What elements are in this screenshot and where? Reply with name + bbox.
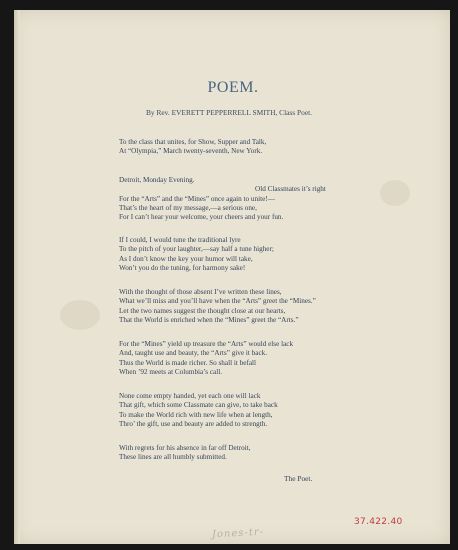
poem-title: POEM. — [207, 79, 259, 96]
poem-byline: By Rev. EVERETT PEPPERRELL SMITH, Class Poet. — [145, 108, 313, 117]
poem-line: That’s the heart of my message,—a serious one, — [119, 203, 257, 212]
stanza — [119, 138, 419, 157]
poem-line: To the pitch of your laughter,—say half a tune higher; — [119, 245, 274, 254]
poem-line: For I can’t hear your welcome, your cheers and your fun. — [119, 213, 284, 222]
poem-line: When ’92 meets at Columbia’s call. — [119, 367, 222, 376]
poem-line: These lines are all humbly submitted. — [119, 453, 227, 462]
poem-line: Thro’ the gift, use and beauty are added to strength. — [119, 419, 268, 428]
poem-line: For the “Arts” and the “Mines” once again to unite!— — [119, 194, 275, 203]
poem-line: What we’ll miss and you’ll have when the “Arts” greet the “Mines.” — [119, 297, 316, 306]
poem-line: That the World is enriched when the “Mines” greet the “Arts.” — [119, 315, 299, 324]
poem-line: That gift, which some Classmate can give, to take back — [119, 401, 278, 410]
stanza — [119, 236, 419, 273]
poem-line: If I could, I would tune the traditional lyre — [119, 236, 241, 244]
stanza — [119, 444, 419, 463]
poem-line: Let the two names suggest the thought close at our hearts, — [119, 306, 286, 315]
poem-line: With regrets for his absence in far off Detroit, — [119, 444, 251, 452]
stanza — [119, 176, 419, 222]
poem-line: To make the World rich with new life when at length, — [119, 410, 273, 419]
poem-signature: The Poet. — [284, 474, 313, 483]
poem-line: Thus the World is made richer. So shall it befall — [119, 358, 257, 367]
poem-line: Old Classmates it’s right — [255, 185, 326, 194]
accession-number: 37.422.40 — [354, 517, 403, 527]
poem-line: Won’t you do the tuning, for harmony sake! — [119, 263, 246, 272]
poem-line: None come empty handed, yet each one will lack — [119, 392, 261, 400]
poem-line: To the class that unites, for Show, Supper and Talk, — [119, 138, 267, 146]
stanza — [119, 288, 419, 325]
poem-line: For the “Mines” yield up treasure the “Arts” would else lack — [119, 340, 294, 348]
poem-line: And, taught use and beauty, the “Arts” give it back. — [119, 349, 268, 358]
poem-line: At “Olympia,” March twenty-seventh, New York. — [119, 147, 263, 156]
stanza — [119, 392, 419, 429]
poem-line: Detroit, Monday Evening. — [119, 176, 195, 184]
stanza — [119, 340, 419, 377]
poem-line: As I don’t know the key your humor will take, — [119, 254, 253, 263]
poem-line: With the thought of those absent I’ve written these lines, — [119, 288, 282, 296]
handwritten-note: Jones-tr- — [211, 526, 265, 541]
